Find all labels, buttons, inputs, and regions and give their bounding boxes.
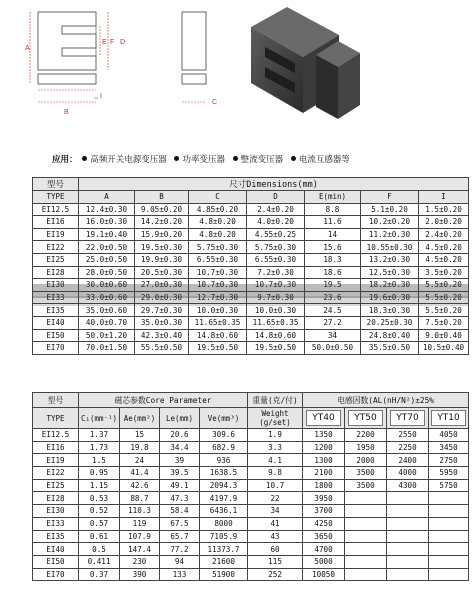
parameter-cell: 4300 xyxy=(387,479,429,492)
core-type-cell: EI35 xyxy=(33,530,79,543)
parameter-cell xyxy=(387,505,429,518)
parameter-cell: 0.37 xyxy=(79,568,120,581)
parameter-cell: 7105.9 xyxy=(200,530,248,543)
application-item: 电流互感器等 xyxy=(298,155,350,165)
dimension-cell: 11.6 xyxy=(305,216,361,229)
dimensions-group-header: 尺寸Dimensions(mm) xyxy=(79,178,469,191)
dimension-cell: 10.0±0.30 xyxy=(247,304,305,317)
dimension-cell: 9.05±0.20 xyxy=(135,203,189,216)
parameter-cell: 309.6 xyxy=(200,429,248,442)
dimension-cell: 10.7±0.30 xyxy=(247,279,305,292)
dimension-cell: 11.2±0.30 xyxy=(361,228,419,241)
dimension-cell: 14 xyxy=(305,228,361,241)
parameter-cell: 0.411 xyxy=(79,555,120,568)
dimension-cell: 19.5±0.50 xyxy=(189,342,247,355)
parameter-cell: 10050 xyxy=(303,568,345,581)
dimension-cell: 15.6 xyxy=(305,241,361,254)
parameter-cell xyxy=(345,543,387,556)
parameter-cell: 133 xyxy=(160,568,200,581)
parameter-cell: 6436.1 xyxy=(200,505,248,518)
dimension-cell: 30.0±0.60 xyxy=(79,279,135,292)
application-item: 功率变压器 xyxy=(182,155,225,165)
parameter-cell xyxy=(387,492,429,505)
label-e: E xyxy=(102,39,107,46)
parameter-cell: 390 xyxy=(120,568,160,581)
core-type-cell: EI33 xyxy=(33,517,79,530)
parameter-cell: 24 xyxy=(120,454,160,467)
dimension-cell: 8.8 xyxy=(305,203,361,216)
dimension-cell: 50.0±0.50 xyxy=(305,342,361,355)
parameter-cell: 1.15 xyxy=(79,479,120,492)
dimension-cell: 10.55±0.30 xyxy=(361,241,419,254)
parameter-cell: 115 xyxy=(248,555,303,568)
dimension-column-header: B xyxy=(135,191,189,204)
parameter-cell: 1.5 xyxy=(79,454,120,467)
dimension-cell: 50.0±1.20 xyxy=(79,329,135,342)
core-type-cell: EI22 xyxy=(33,241,79,254)
core-type-cell: EI50 xyxy=(33,555,79,568)
parameter-cell: 67.5 xyxy=(160,517,200,530)
dimension-cell: 23.6 xyxy=(305,291,361,304)
parameter-cell: 77.2 xyxy=(160,543,200,556)
parameter-cell xyxy=(387,543,429,556)
dimension-column-header: A xyxy=(79,191,135,204)
parameter-cell: 41 xyxy=(248,517,303,530)
parameter-cell xyxy=(345,555,387,568)
dimension-cell: 4.8±0.20 xyxy=(189,228,247,241)
param-column-header: Ae(mm²) xyxy=(120,408,160,429)
core-type-cell: EI25 xyxy=(33,253,79,266)
ei-core-front-drawing xyxy=(24,2,139,120)
dimension-cell: 4.8±0.20 xyxy=(189,216,247,229)
dimension-cell: 4.5±0.20 xyxy=(419,253,469,266)
dimension-cell: 7.2±0.30 xyxy=(247,266,305,279)
dimensions-table xyxy=(32,177,469,355)
dimension-cell: 12.4±0.30 xyxy=(79,203,135,216)
core-type-cell: EI28 xyxy=(33,266,79,279)
parameter-cell: 19.8 xyxy=(120,441,160,454)
dimension-cell: 14.8±0.60 xyxy=(247,329,305,342)
dimension-cell: 7.5±0.20 xyxy=(419,316,469,329)
table-row xyxy=(33,492,469,505)
dimension-cell: 40.0±0.70 xyxy=(79,316,135,329)
material-label: YT40 xyxy=(306,410,340,426)
parameter-cell: 252 xyxy=(248,568,303,581)
table-row xyxy=(33,266,469,279)
parameter-cell: 0.61 xyxy=(79,530,120,543)
parameter-cell xyxy=(429,492,469,505)
parameter-cell: 4700 xyxy=(303,543,345,556)
parameter-cell: 1.37 xyxy=(79,429,120,442)
parameter-cell: 65.7 xyxy=(160,530,200,543)
dimension-column-header: C xyxy=(189,191,247,204)
parameter-cell: 1638.5 xyxy=(200,467,248,480)
table-row xyxy=(33,241,469,254)
parameter-cell: 8000 xyxy=(200,517,248,530)
parameter-cell: 4.1 xyxy=(248,454,303,467)
parameter-cell: 119 xyxy=(120,517,160,530)
parameter-cell: 5950 xyxy=(429,467,469,480)
parameter-cell xyxy=(387,555,429,568)
core-type-cell: EI25 xyxy=(33,479,79,492)
dimension-cell: 2.0±0.20 xyxy=(419,216,469,229)
dimension-cell: 12.5±0.30 xyxy=(361,266,419,279)
parameter-cell: 9.8 xyxy=(248,467,303,480)
label-b: B xyxy=(64,109,69,116)
parameter-cell xyxy=(345,517,387,530)
parameter-cell: 39.5 xyxy=(160,467,200,480)
parameter-cell: 2750 xyxy=(429,454,469,467)
type-header: TYPE xyxy=(33,191,79,204)
parameter-cell: 49.1 xyxy=(160,479,200,492)
parameter-cell xyxy=(429,568,469,581)
parameter-cell: 60 xyxy=(248,543,303,556)
parameter-cell xyxy=(387,568,429,581)
bullet-icon xyxy=(174,156,179,161)
dimension-cell: 29.0±0.30 xyxy=(135,291,189,304)
parameter-cell: 5000 xyxy=(303,555,345,568)
table-row xyxy=(33,479,469,492)
dimension-cell: 4.85±0.20 xyxy=(189,203,247,216)
dimension-cell: 5.5±0.20 xyxy=(419,291,469,304)
dimension-cell: 20.5±0.30 xyxy=(135,266,189,279)
dimension-cell: 27.0±0.30 xyxy=(135,279,189,292)
table-row xyxy=(33,329,469,342)
dimension-cell: 6.55±0.30 xyxy=(247,253,305,266)
table-row xyxy=(33,568,469,581)
table-row xyxy=(33,555,469,568)
table-row xyxy=(33,342,469,355)
dimension-cell: 29.7±0.30 xyxy=(135,304,189,317)
dimension-cell: 15.9±0.20 xyxy=(135,228,189,241)
watermark-band xyxy=(32,296,468,306)
parameter-cell: 3500 xyxy=(345,467,387,480)
parameter-cell: 4000 xyxy=(387,467,429,480)
table-row xyxy=(33,517,469,530)
core-type-cell: EI12.5 xyxy=(33,203,79,216)
parameter-cell: 47.3 xyxy=(160,492,200,505)
parameter-cell: 0.95 xyxy=(79,467,120,480)
parameter-cell xyxy=(429,555,469,568)
parameter-cell: 88.7 xyxy=(120,492,160,505)
parameter-cell xyxy=(387,530,429,543)
core-type-cell: EI19 xyxy=(33,228,79,241)
table-row xyxy=(33,203,469,216)
applications-line xyxy=(52,153,462,165)
parameter-cell: 1800 xyxy=(303,479,345,492)
parameter-cell: 2400 xyxy=(387,454,429,467)
material-label: YT70 xyxy=(390,410,424,426)
dimension-cell: 4.5±0.20 xyxy=(419,241,469,254)
table-row xyxy=(33,454,469,467)
parameter-cell: 0.5 xyxy=(79,543,120,556)
parameter-cell: 1200 xyxy=(303,441,345,454)
dimension-cell: 24.5 xyxy=(305,304,361,317)
parameter-cell: 41.4 xyxy=(120,467,160,480)
parameter-cell: 2250 xyxy=(387,441,429,454)
parameter-cell: 42.6 xyxy=(120,479,160,492)
parameter-cell: 1.73 xyxy=(79,441,120,454)
parameter-cell: 39 xyxy=(160,454,200,467)
core-type-cell: EI30 xyxy=(33,279,79,292)
dimension-cell: 18.3 xyxy=(305,253,361,266)
label-c: C xyxy=(212,99,218,106)
dimension-cell: 18.6 xyxy=(305,266,361,279)
dimension-cell: 16.0±0.30 xyxy=(79,216,135,229)
core-type-cell: EI22 xyxy=(33,467,79,480)
label-i: I xyxy=(100,93,102,100)
dimension-cell: 10.0±0.30 xyxy=(189,304,247,317)
dimension-cell: 11.65±0.35 xyxy=(247,316,305,329)
dimension-cell: 9.7±0.30 xyxy=(247,291,305,304)
parameter-cell xyxy=(345,492,387,505)
dimension-cell: 5.1±0.20 xyxy=(361,203,419,216)
dimension-cell: 1.5±0.20 xyxy=(419,203,469,216)
parameter-cell: 3450 xyxy=(429,441,469,454)
core-type-cell: EI16 xyxy=(33,441,79,454)
table-row xyxy=(33,530,469,543)
type-header: TYPE xyxy=(33,408,79,429)
dimension-cell: 14.8±0.60 xyxy=(189,329,247,342)
core-param-header: 磁芯参数Core Parameter xyxy=(79,393,248,408)
application-item: 高频开关电源变压器 xyxy=(90,155,167,165)
core-type-cell: EI12.5 xyxy=(33,429,79,442)
dimension-cell: 19.6±0.30 xyxy=(361,291,419,304)
parameter-cell xyxy=(345,505,387,518)
table-row xyxy=(33,228,469,241)
parameter-cell: 2550 xyxy=(387,429,429,442)
parameter-cell: 15 xyxy=(120,429,160,442)
table-row xyxy=(33,441,469,454)
dimension-cell: 5.5±0.20 xyxy=(419,279,469,292)
core-type-cell: EI50 xyxy=(33,329,79,342)
table-row xyxy=(33,216,469,229)
dimension-cell: 35.5±0.50 xyxy=(361,342,419,355)
parameter-cell: 0.52 xyxy=(79,505,120,518)
parameter-cell: 936 xyxy=(200,454,248,467)
core-type-cell: EI33 xyxy=(33,291,79,304)
model-header: 型号 xyxy=(33,393,79,408)
dimension-cell: 19.1±0.40 xyxy=(79,228,135,241)
dimension-cell: 19.5±0.50 xyxy=(247,342,305,355)
dimension-cell: 3.5±0.20 xyxy=(419,266,469,279)
dimension-cell: 70.0±1.50 xyxy=(79,342,135,355)
weight-subheader: Weight (g/set) xyxy=(248,408,303,429)
dimension-column-header: I xyxy=(419,191,469,204)
core-type-cell: EI70 xyxy=(33,342,79,355)
dimension-column-header: E(min) xyxy=(305,191,361,204)
core-type-cell: EI35 xyxy=(33,304,79,317)
table-row xyxy=(33,467,469,480)
table-row xyxy=(33,543,469,556)
core-type-cell: EI19 xyxy=(33,454,79,467)
dimension-cell: 14.2±0.20 xyxy=(135,216,189,229)
dimension-cell: 4.0±0.20 xyxy=(247,216,305,229)
parameter-cell: 2100 xyxy=(303,467,345,480)
core-parameter-table xyxy=(32,392,469,581)
parameter-cell: 58.4 xyxy=(160,505,200,518)
label-d: D xyxy=(120,39,126,46)
model-header: 型号 xyxy=(33,178,79,191)
core-type-cell: EI28 xyxy=(33,492,79,505)
parameter-cell: 5750 xyxy=(429,479,469,492)
parameter-cell xyxy=(429,517,469,530)
parameter-cell: 2200 xyxy=(345,429,387,442)
parameter-cell: 3950 xyxy=(303,492,345,505)
i-bar-photo xyxy=(312,35,364,121)
dimension-cell: 22.0±0.50 xyxy=(79,241,135,254)
dimension-cell: 13.2±0.30 xyxy=(361,253,419,266)
dimension-cell: 11.65±0.35 xyxy=(189,316,247,329)
parameter-cell: 22 xyxy=(248,492,303,505)
parameter-cell xyxy=(429,505,469,518)
parameter-cell: 3500 xyxy=(345,479,387,492)
applications-label: 应用： xyxy=(52,155,78,165)
parameter-cell: 21600 xyxy=(200,555,248,568)
parameter-cell: 230 xyxy=(120,555,160,568)
label-a: A xyxy=(25,45,30,52)
bullet-icon xyxy=(82,156,87,161)
dimension-cell: 5.75±0.30 xyxy=(189,241,247,254)
dimension-cell: 24.8±0.40 xyxy=(361,329,419,342)
ei-core-side-drawing xyxy=(172,2,222,120)
application-item: 整流变压器 xyxy=(240,155,284,165)
parameter-cell: 20.6 xyxy=(160,429,200,442)
parameter-cell: 4197.9 xyxy=(200,492,248,505)
dimension-cell: 28.0±0.50 xyxy=(79,266,135,279)
dimension-cell: 5.75±0.30 xyxy=(247,241,305,254)
bullet-icon xyxy=(233,156,238,161)
dimension-cell: 35.0±0.30 xyxy=(135,316,189,329)
parameter-cell xyxy=(345,568,387,581)
parameter-cell: 34 xyxy=(248,505,303,518)
parameter-cell: 43 xyxy=(248,530,303,543)
al-header: 电感因数(AL(nH/N²)±25% xyxy=(303,393,469,408)
dimension-column-header: D xyxy=(247,191,305,204)
table-row xyxy=(33,316,469,329)
dimension-cell: 10.7±0.30 xyxy=(189,279,247,292)
table-row xyxy=(33,505,469,518)
dimension-cell: 25.0±0.50 xyxy=(79,253,135,266)
material-label: YT50 xyxy=(348,410,382,426)
dimension-cell: 4.55±0.25 xyxy=(247,228,305,241)
dimension-cell: 6.55±0.30 xyxy=(189,253,247,266)
dimension-cell: 19.9±0.30 xyxy=(135,253,189,266)
dimension-cell: 2.4±0.20 xyxy=(247,203,305,216)
parameter-cell xyxy=(429,543,469,556)
parameter-cell: 11373.7 xyxy=(200,543,248,556)
dimension-column-header: F xyxy=(361,191,419,204)
core-type-cell: EI30 xyxy=(33,505,79,518)
material-label: YT10 xyxy=(431,410,465,426)
parameter-cell: 1.9 xyxy=(248,429,303,442)
parameter-cell xyxy=(429,530,469,543)
dimension-cell: 19.5 xyxy=(305,279,361,292)
param-column-header: C₁(mm⁻¹) xyxy=(79,408,120,429)
dimension-cell: 10.5±0.40 xyxy=(419,342,469,355)
parameter-cell: 2000 xyxy=(345,454,387,467)
parameter-cell: 3650 xyxy=(303,530,345,543)
weight-header: 重量(克/付) xyxy=(248,393,303,408)
core-type-cell: EI16 xyxy=(33,216,79,229)
parameter-cell: 4050 xyxy=(429,429,469,442)
dimension-cell: 42.3±0.40 xyxy=(135,329,189,342)
label-f: F xyxy=(110,39,115,46)
parameter-cell: 4250 xyxy=(303,517,345,530)
parameter-cell: 3700 xyxy=(303,505,345,518)
dimension-cell: 9.0±0.40 xyxy=(419,329,469,342)
dimension-cell: 12.7±0.30 xyxy=(189,291,247,304)
bullet-icon xyxy=(291,156,296,161)
param-column-header: Le(mm) xyxy=(160,408,200,429)
parameter-cell: 0.53 xyxy=(79,492,120,505)
dimension-cell: 5.5±0.20 xyxy=(419,304,469,317)
dimension-cell: 20.25±0.30 xyxy=(361,316,419,329)
parameter-cell: 94 xyxy=(160,555,200,568)
dimension-cell: 55.5±0.50 xyxy=(135,342,189,355)
parameter-cell: 3.3 xyxy=(248,441,303,454)
parameter-cell: 2094.3 xyxy=(200,479,248,492)
dimension-cell: 10.7±0.30 xyxy=(189,266,247,279)
dimension-cell: 33.0±0.60 xyxy=(79,291,135,304)
dimension-cell: 35.0±0.60 xyxy=(79,304,135,317)
core-type-cell: EI40 xyxy=(33,543,79,556)
core-type-cell: EI40 xyxy=(33,316,79,329)
dimension-cell: 18.3±0.30 xyxy=(361,304,419,317)
parameter-cell: 10.7 xyxy=(248,479,303,492)
parameter-cell: 0.57 xyxy=(79,517,120,530)
parameter-cell xyxy=(387,517,429,530)
parameter-cell: 107.9 xyxy=(120,530,160,543)
parameter-cell: 1350 xyxy=(303,429,345,442)
table-row xyxy=(33,429,469,442)
dimension-cell: 34 xyxy=(305,329,361,342)
table-row xyxy=(33,253,469,266)
core-type-cell: EI70 xyxy=(33,568,79,581)
parameter-cell: 147.4 xyxy=(120,543,160,556)
parameter-cell: 1300 xyxy=(303,454,345,467)
dimension-cell: 10.2±0.20 xyxy=(361,216,419,229)
parameter-cell: 34.4 xyxy=(160,441,200,454)
parameter-cell: 110.3 xyxy=(120,505,160,518)
param-column-header: Ve(mm³) xyxy=(200,408,248,429)
parameter-cell: 1950 xyxy=(345,441,387,454)
parameter-cell: 682.9 xyxy=(200,441,248,454)
dimension-cell: 27.2 xyxy=(305,316,361,329)
dimension-cell: 18.2±0.30 xyxy=(361,279,419,292)
dimension-cell: 19.5±0.30 xyxy=(135,241,189,254)
parameter-cell: 51900 xyxy=(200,568,248,581)
dimension-cell: 2.4±0.20 xyxy=(419,228,469,241)
parameter-cell xyxy=(345,530,387,543)
